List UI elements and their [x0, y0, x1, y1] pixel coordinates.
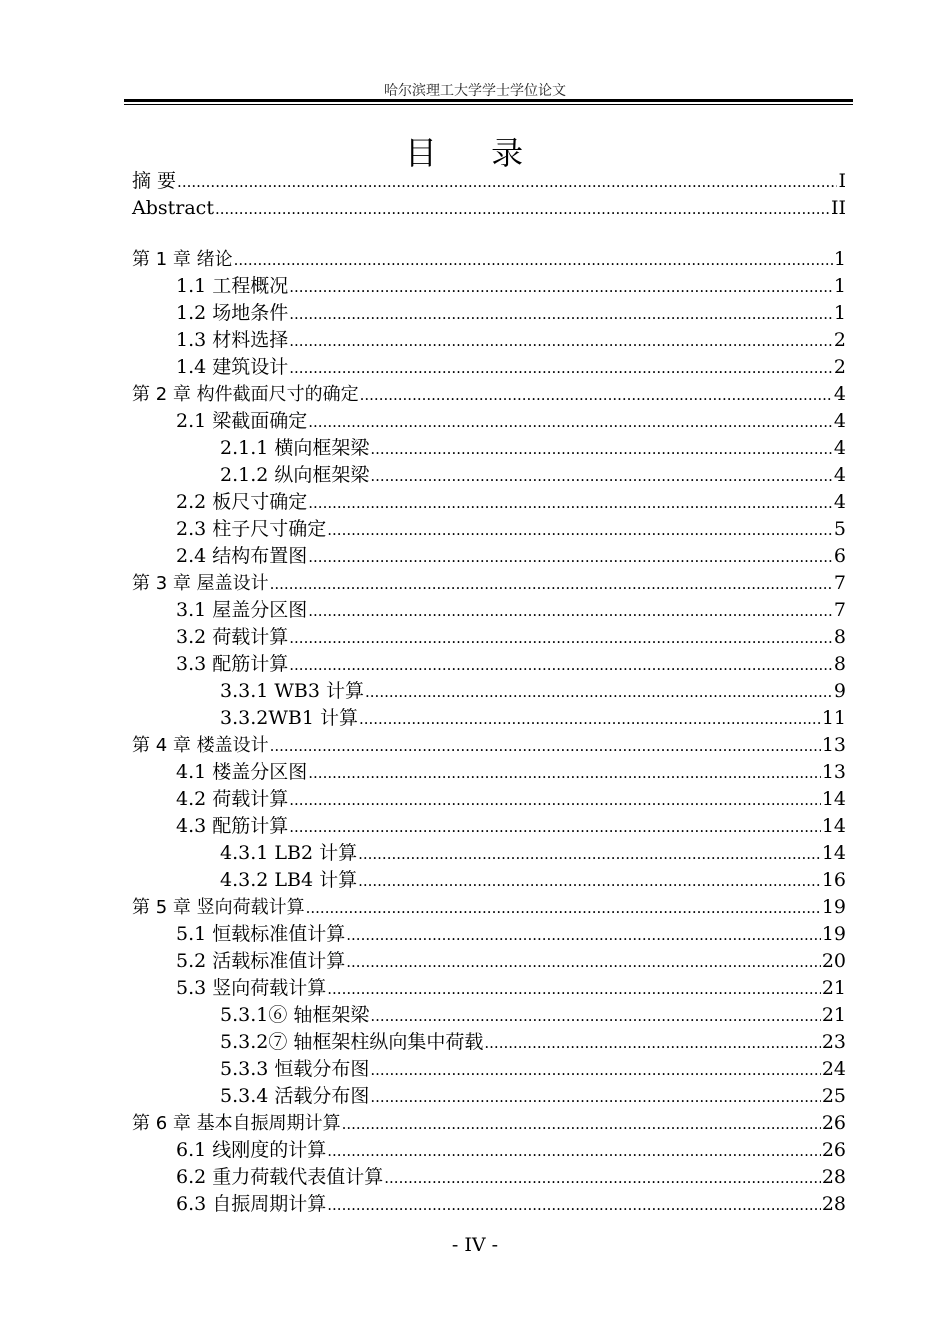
- toc-entry-page: 13: [821, 761, 846, 783]
- toc-entry-page: 26: [821, 1139, 846, 1161]
- toc-leader-dots: [234, 247, 833, 274]
- toc-entry-label: 3.3.2WB1 计算: [220, 707, 358, 729]
- toc-leader-dots: [370, 436, 833, 463]
- toc-entry-section[interactable]: [132, 1191, 846, 1218]
- toc-entry-section[interactable]: [132, 624, 846, 651]
- toc-entry-subsection[interactable]: [132, 1056, 846, 1083]
- toc-entry-subsection[interactable]: [132, 678, 846, 705]
- toc-leader-dots: [270, 571, 833, 598]
- toc-entry-page: 26: [821, 1112, 846, 1134]
- toc-entry-chapter-4[interactable]: [132, 732, 846, 759]
- toc-leader-dots: [308, 409, 833, 436]
- toc-entry-label: 2.1.1 横向框架梁: [220, 437, 370, 459]
- toc-entry-page: 8: [833, 626, 846, 648]
- toc-leader-dots: [289, 274, 833, 301]
- toc-leader-dots: [384, 1165, 821, 1192]
- toc-entry-subsection[interactable]: [132, 705, 846, 732]
- toc-entry-label: 第 5 章 竖向荷载计算: [132, 897, 305, 918]
- toc-entry-label: 1.2 场地条件: [176, 302, 289, 324]
- toc-leader-dots: [308, 490, 833, 517]
- toc-leader-dots: [370, 1057, 820, 1084]
- table-of-contents: [132, 168, 846, 1218]
- page-number: - IV -: [451, 1234, 499, 1256]
- toc-entry-label: 2.3 柱子尺寸确定: [176, 518, 327, 540]
- toc-entry-abstract-cn[interactable]: [132, 168, 846, 195]
- toc-entry-page: 23: [821, 1031, 846, 1053]
- toc-entry-subsection[interactable]: [132, 1029, 846, 1056]
- toc-leader-dots: [484, 1030, 820, 1057]
- toc-leader-dots: [370, 463, 833, 490]
- toc-entry-page: 21: [821, 977, 846, 999]
- toc-entry-section[interactable]: [132, 813, 846, 840]
- toc-entry-chapter-6[interactable]: [132, 1110, 846, 1137]
- toc-entry-page: 2: [833, 356, 846, 378]
- toc-entry-page: 16: [821, 869, 846, 891]
- toc-entry-label: 第 4 章 楼盖设计: [132, 735, 269, 756]
- toc-entry-section[interactable]: [132, 543, 846, 570]
- toc-entry-label: 5.3.4 活载分布图: [220, 1085, 370, 1107]
- toc-entry-label: 5.3.2⑦ 轴框架柱纵向集中荷载: [220, 1031, 484, 1053]
- toc-leader-dots: [289, 814, 821, 841]
- toc-entry-page: 20: [821, 950, 846, 972]
- toc-entry-label: 第 6 章 基本自振周期计算: [132, 1113, 341, 1134]
- toc-entry-subsection[interactable]: [132, 462, 846, 489]
- toc-entry-subsection[interactable]: [132, 867, 846, 894]
- toc-leader-dots: [289, 301, 833, 328]
- toc-entry-section[interactable]: [132, 786, 846, 813]
- toc-entry-label: 1.3 材料选择: [176, 329, 289, 351]
- toc-entry-chapter-3[interactable]: [132, 570, 846, 597]
- toc-leader-dots: [308, 598, 833, 625]
- toc-entry-page: 8: [833, 653, 846, 675]
- toc-entry-page: 7: [833, 599, 846, 621]
- toc-leader-dots: [360, 382, 833, 409]
- toc-leader-dots: [342, 1111, 821, 1138]
- toc-entry-page: 14: [821, 788, 846, 810]
- toc-entry-subsection[interactable]: [132, 435, 846, 462]
- toc-leader-dots: [327, 1192, 821, 1219]
- toc-leader-dots: [370, 1084, 820, 1111]
- toc-entry-label: 5.3 竖向荷载计算: [176, 977, 327, 999]
- toc-entry-label: 4.3.1 LB2 计算: [220, 842, 358, 864]
- toc-entry-page: 5: [833, 518, 846, 540]
- toc-leader-dots: [346, 949, 821, 976]
- toc-entry-label: 4.3 配筋计算: [176, 815, 289, 837]
- toc-leader-dots: [289, 787, 821, 814]
- toc-entry-section[interactable]: [132, 1164, 846, 1191]
- toc-entry-section[interactable]: [132, 759, 846, 786]
- toc-entry-label: 2.1 梁截面确定: [176, 410, 308, 432]
- toc-leader-dots: [308, 760, 821, 787]
- toc-entry-page: 28: [821, 1166, 846, 1188]
- toc-entry-chapter-1[interactable]: [132, 246, 846, 273]
- toc-entry-page: 11: [821, 707, 846, 729]
- running-header: 哈尔滨理工大学学士学位论文: [384, 83, 566, 99]
- toc-entry-page: 28: [821, 1193, 846, 1215]
- toc-entry-section[interactable]: [132, 516, 846, 543]
- toc-entry-label: Abstract: [132, 197, 214, 219]
- toc-entry-page: 2: [833, 329, 846, 351]
- toc-entry-label: 第 3 章 屋盖设计: [132, 573, 269, 594]
- toc-entry-page: 9: [833, 680, 846, 702]
- toc-leader-dots: [308, 544, 833, 571]
- toc-leader-dots: [289, 625, 833, 652]
- toc-leader-dots: [289, 355, 833, 382]
- toc-entry-section[interactable]: [132, 300, 846, 327]
- toc-entry-label: 3.1 屋盖分区图: [176, 599, 308, 621]
- toc-leader-dots: [370, 1003, 820, 1030]
- toc-entry-page: 21: [821, 1004, 846, 1026]
- toc-leader-dots: [327, 517, 833, 544]
- toc-leader-dots: [327, 1138, 821, 1165]
- toc-entry-label: 6.1 线刚度的计算: [176, 1139, 327, 1161]
- toc-entry-chapter-2[interactable]: [132, 381, 846, 408]
- toc-entry-page: 25: [821, 1085, 846, 1107]
- toc-entry-page: 4: [833, 383, 846, 405]
- toc-entry-page: 4: [833, 437, 846, 459]
- toc-entry-section[interactable]: [132, 327, 846, 354]
- toc-leader-dots: [215, 196, 830, 223]
- toc-entry-section[interactable]: [132, 273, 846, 300]
- toc-entry-section[interactable]: [132, 651, 846, 678]
- toc-leader-dots: [306, 895, 821, 922]
- toc-entry-label: 3.3.1 WB3 计算: [220, 680, 365, 702]
- toc-entry-page: II: [830, 197, 846, 219]
- toc-entry-page: 24: [821, 1058, 846, 1080]
- toc-leader-dots: [346, 922, 821, 949]
- toc-entry-page: 4: [833, 464, 846, 486]
- toc-entry-label: 2.2 板尺寸确定: [176, 491, 308, 513]
- header-rule-thick: [124, 99, 853, 102]
- toc-leader-dots: [289, 652, 833, 679]
- toc-entry-section[interactable]: [132, 948, 846, 975]
- toc-entry-label: 4.1 楼盖分区图: [176, 761, 308, 783]
- toc-leader-dots: [358, 868, 821, 895]
- toc-leader-dots: [365, 679, 833, 706]
- toc-leader-dots: [327, 976, 821, 1003]
- toc-entry-page: I: [838, 170, 846, 192]
- toc-entry-page: 1: [833, 248, 846, 270]
- toc-entry-section[interactable]: [132, 354, 846, 381]
- toc-entry-section[interactable]: [132, 921, 846, 948]
- toc-entry-label: 5.3.1⑥ 轴框架梁: [220, 1004, 370, 1026]
- toc-leader-dots: [289, 328, 833, 355]
- toc-entry-label: 摘 要: [132, 170, 177, 192]
- toc-leader-dots: [177, 169, 837, 196]
- toc-entry-label: 1.1 工程概况: [176, 275, 289, 297]
- toc-entry-subsection[interactable]: [132, 1083, 846, 1110]
- toc-entry-label: 第 1 章 绪论: [132, 249, 233, 270]
- toc-entry-page: 7: [833, 572, 846, 594]
- toc-entry-page: 6: [833, 545, 846, 567]
- toc-entry-label: 第 2 章 构件截面尺寸的确定: [132, 384, 359, 405]
- toc-entry-page: 1: [833, 302, 846, 324]
- toc-entry-page: 1: [833, 275, 846, 297]
- toc-entry-page: 13: [821, 734, 846, 756]
- toc-entry-label: 2.1.2 纵向框架梁: [220, 464, 370, 486]
- toc-entry-section[interactable]: [132, 597, 846, 624]
- toc-leader-dots: [270, 733, 821, 760]
- header-rule-thin: [124, 104, 853, 105]
- toc-entry-page: 19: [821, 896, 846, 918]
- toc-entry-abstract-en[interactable]: [132, 195, 846, 222]
- toc-entry-chapter-5[interactable]: [132, 894, 846, 921]
- toc-entry-label: 5.1 恒载标准值计算: [176, 923, 346, 945]
- toc-entry-page: 4: [833, 410, 846, 432]
- toc-entry-label: 4.3.2 LB4 计算: [220, 869, 358, 891]
- toc-entry-section[interactable]: [132, 975, 846, 1002]
- toc-entry-page: 14: [821, 815, 846, 837]
- toc-entry-section[interactable]: [132, 489, 846, 516]
- toc-entry-page: 19: [821, 923, 846, 945]
- toc-entry-label: 3.2 荷载计算: [176, 626, 289, 648]
- toc-title: 目 录: [404, 134, 546, 172]
- toc-entry-label: 2.4 结构布置图: [176, 545, 308, 567]
- toc-entry-label: 1.4 建筑设计: [176, 356, 289, 378]
- toc-entry-section[interactable]: [132, 1137, 846, 1164]
- toc-entry-section[interactable]: [132, 408, 846, 435]
- toc-entry-page: 14: [821, 842, 846, 864]
- toc-entry-page: 4: [833, 491, 846, 513]
- toc-entry-label: 5.2 活载标准值计算: [176, 950, 346, 972]
- toc-entry-label: 6.3 自振周期计算: [176, 1193, 327, 1215]
- toc-entry-subsection[interactable]: [132, 840, 846, 867]
- toc-entry-subsection[interactable]: [132, 1002, 846, 1029]
- toc-entry-label: 6.2 重力荷载代表值计算: [176, 1166, 384, 1188]
- toc-entry-label: 3.3 配筋计算: [176, 653, 289, 675]
- toc-entry-label: 4.2 荷载计算: [176, 788, 289, 810]
- toc-leader-dots: [359, 706, 821, 733]
- toc-leader-dots: [358, 841, 821, 868]
- toc-entry-label: 5.3.3 恒载分布图: [220, 1058, 370, 1080]
